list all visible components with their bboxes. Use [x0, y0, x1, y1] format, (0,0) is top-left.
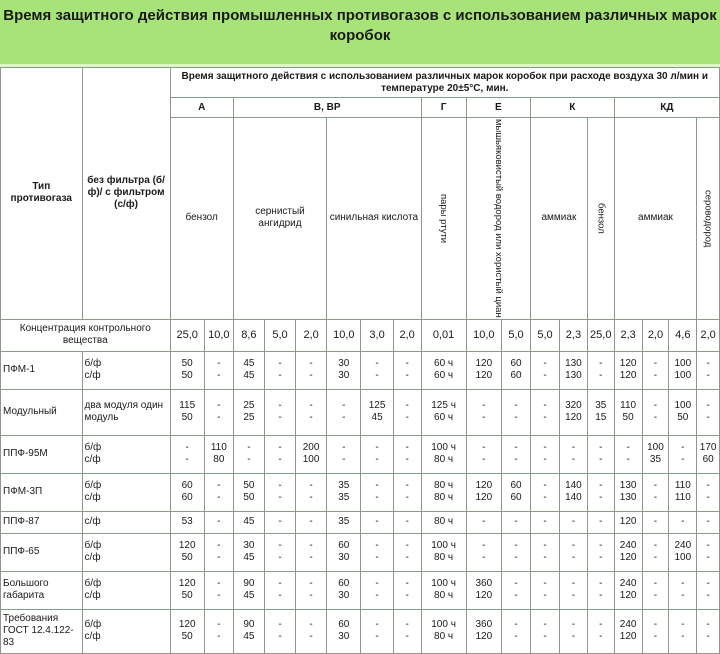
table-cell: 30 45: [233, 533, 264, 571]
conc-cell: 5,0: [502, 319, 531, 351]
table-cell: 360 120: [466, 571, 501, 609]
table-cell: 200 100: [296, 435, 327, 473]
row-type-name: Большого габарита: [1, 571, 83, 609]
page-title: Время защитного действия промышленных противогазов с использованием различных марок коробок: [0, 0, 720, 64]
table-cell: 60 60: [170, 473, 204, 511]
row-type-name: ППФ-95М: [1, 435, 83, 473]
row-filter: б/ф с/ф: [82, 533, 170, 571]
table-cell: - -: [296, 389, 327, 435]
conc-cell: 25,0: [170, 319, 204, 351]
conc-cell: 2,0: [697, 319, 720, 351]
table-cell: - -: [204, 571, 233, 609]
brand-a: А: [170, 98, 233, 118]
table-cell: - -: [264, 473, 295, 511]
table-cell: 50 50: [233, 473, 264, 511]
table-cell: 35 35: [327, 473, 361, 511]
table-cell: -: [697, 511, 720, 533]
table-cell: -: [393, 511, 421, 533]
table-cell: - -: [264, 533, 295, 571]
protection-time-table: [0, 67, 720, 654]
conc-cell: 2,0: [393, 319, 421, 351]
table-cell: 60 60: [502, 351, 531, 389]
conc-cell: 10,0: [327, 319, 361, 351]
table-cell: - -: [393, 533, 421, 571]
table-cell: - -: [614, 435, 642, 473]
table-cell: - -: [264, 571, 295, 609]
row-filter: с/ф: [82, 511, 170, 533]
table-cell: - -: [697, 351, 720, 389]
table-cell: - -: [296, 351, 327, 389]
table-cell: 320 120: [559, 389, 587, 435]
table-cell: - -: [466, 533, 501, 571]
conc-cell: 4,6: [669, 319, 697, 351]
substance-ammonia-kd: аммиак: [614, 118, 697, 320]
table-cell: - -: [559, 609, 587, 653]
row-type-name: ППФ-87: [1, 511, 83, 533]
table-cell: - -: [204, 609, 233, 653]
table-cell: - -: [204, 533, 233, 571]
brand-k: К: [531, 98, 615, 118]
table-cell: 35: [327, 511, 361, 533]
table-cell: - -: [587, 351, 614, 389]
table-cell: - -: [697, 571, 720, 609]
table-cell: - -: [361, 571, 393, 609]
conc-cell: 10,0: [204, 319, 233, 351]
conc-cell: 0,01: [421, 319, 466, 351]
table-cell: - -: [559, 435, 587, 473]
table-cell: 25 25: [233, 389, 264, 435]
table-cell: 125 45: [361, 389, 393, 435]
row-type-name: Модульный: [1, 389, 83, 435]
substance-hydrogen-sulfide: сероводород: [702, 189, 714, 248]
brand-kd: КД: [614, 98, 719, 118]
table-cell: -: [361, 511, 393, 533]
table-cell: - -: [559, 571, 587, 609]
conc-cell: 2,3: [559, 319, 587, 351]
table-row: [1, 435, 720, 473]
table-cell: - -: [531, 351, 560, 389]
table-cell: 120 50: [170, 609, 204, 653]
substance-benzene: бензол: [170, 118, 233, 320]
table-cell: - -: [393, 571, 421, 609]
table-cell: - -: [669, 609, 697, 653]
table-cell: 110 80: [204, 435, 233, 473]
table-cell: -: [296, 511, 327, 533]
table-cell: 60 60: [502, 473, 531, 511]
table-cell: -: [669, 511, 697, 533]
table-cell: 115 50: [170, 389, 204, 435]
row-filter: б/ф с/ф: [82, 473, 170, 511]
table-cell: 240 120: [614, 609, 642, 653]
table-cell: 50 50: [170, 351, 204, 389]
brand-b: В, ВР: [233, 98, 421, 118]
table-cell: - -: [642, 533, 669, 571]
conc-cell: 2,0: [642, 319, 669, 351]
table-cell: - -: [264, 389, 295, 435]
table-cell: - -: [502, 533, 531, 571]
conc-cell: 8,6: [233, 319, 264, 351]
table-cell: 360 120: [466, 609, 501, 653]
table-cell: 240 100: [669, 533, 697, 571]
table-cell: 90 45: [233, 609, 264, 653]
table-cell: - -: [327, 389, 361, 435]
table-cell: -: [559, 511, 587, 533]
conc-cell: 2,3: [614, 319, 642, 351]
table-cell: - -: [587, 533, 614, 571]
substance-arsine: мышьяковистый водород или хористый циан: [492, 119, 504, 318]
table-cell: - -: [642, 351, 669, 389]
table-cell: 60 30: [327, 609, 361, 653]
substance-mercury: пары ртути: [438, 193, 450, 243]
table-cell: - -: [264, 609, 295, 653]
table-cell: 110 110: [669, 473, 697, 511]
table-cell: 45: [233, 511, 264, 533]
table-cell: 120 120: [466, 473, 501, 511]
table-cell: - -: [393, 609, 421, 653]
table-cell: - -: [361, 609, 393, 653]
table-row: [1, 511, 720, 533]
brand-g: Г: [421, 98, 466, 118]
table-cell: 120 120: [466, 351, 501, 389]
table-cell: - -: [642, 389, 669, 435]
table-cell: - -: [264, 435, 295, 473]
table-cell: 130 130: [614, 473, 642, 511]
table-cell: - -: [393, 351, 421, 389]
table-row: [1, 533, 720, 571]
table-cell: - -: [502, 571, 531, 609]
table-cell: - -: [531, 435, 560, 473]
table-cell: - -: [204, 389, 233, 435]
table-cell: - -: [233, 435, 264, 473]
table-cell: 100 50: [669, 389, 697, 435]
table-cell: 110 50: [614, 389, 642, 435]
table-cell: - -: [466, 389, 501, 435]
table-cell: -: [642, 511, 669, 533]
table-cell: 60 30: [327, 533, 361, 571]
table-cell: - -: [587, 571, 614, 609]
table-cell: 170 60: [697, 435, 720, 473]
table-cell: 140 140: [559, 473, 587, 511]
table-row: [1, 389, 720, 435]
table-cell: - -: [669, 571, 697, 609]
table-cell: 35 15: [587, 389, 614, 435]
table-cell: - -: [531, 473, 560, 511]
table-cell: - -: [642, 609, 669, 653]
table-cell: - -: [531, 609, 560, 653]
table-cell: 100 ч 80 ч: [421, 571, 466, 609]
row-filter: два модуля один модуль: [82, 389, 170, 435]
table-cell: 100 100: [669, 351, 697, 389]
table-cell: 120 50: [170, 571, 204, 609]
table-cell: - -: [697, 473, 720, 511]
conc-cell: 10,0: [466, 319, 501, 351]
table-cell: - -: [697, 609, 720, 653]
table-cell: 60 30: [327, 571, 361, 609]
table-cell: - -: [296, 533, 327, 571]
conc-cell: 2,0: [296, 319, 327, 351]
table-cell: 100 ч 80 ч: [421, 435, 466, 473]
table-cell: - -: [531, 571, 560, 609]
table-cell: 80 ч 80 ч: [421, 473, 466, 511]
table-row: [1, 473, 720, 511]
table-cell: - -: [502, 435, 531, 473]
table-cell: - -: [502, 389, 531, 435]
table-cell: - -: [264, 351, 295, 389]
row-filter: б/ф с/ф: [82, 351, 170, 389]
table-cell: - -: [204, 351, 233, 389]
table-cell: - -: [466, 435, 501, 473]
table-cell: 240 120: [614, 533, 642, 571]
table-cell: - -: [393, 473, 421, 511]
table-cell: - -: [531, 389, 560, 435]
table-cell: 30 30: [327, 351, 361, 389]
table-row: [1, 351, 720, 389]
table-cell: -: [502, 511, 531, 533]
table-cell: 45 45: [233, 351, 264, 389]
table-cell: 60 ч 60 ч: [421, 351, 466, 389]
brand-e: Е: [466, 98, 530, 118]
table-cell: 240 120: [614, 571, 642, 609]
table-cell: 100 ч 80 ч: [421, 609, 466, 653]
table-cell: 90 45: [233, 571, 264, 609]
table-cell: - -: [327, 435, 361, 473]
table-cell: - -: [587, 473, 614, 511]
table-cell: 120 50: [170, 533, 204, 571]
substance-ammonia: аммиак: [531, 118, 588, 320]
table-cell: 120: [614, 511, 642, 533]
table-cell: - -: [697, 389, 720, 435]
table-cell: 125 ч 60 ч: [421, 389, 466, 435]
table-cell: 53: [170, 511, 204, 533]
conc-cell: 5,0: [264, 319, 295, 351]
table-cell: - -: [393, 435, 421, 473]
conc-cell: 3,0: [361, 319, 393, 351]
table-cell: - -: [502, 609, 531, 653]
substance-hydrocyanic-acid: синильная кислота: [327, 118, 421, 320]
row-type-name: Требования ГОСТ 12.4.122-83: [1, 609, 83, 653]
table-cell: - -: [559, 533, 587, 571]
table-cell: 130 130: [559, 351, 587, 389]
concentration-row: [1, 319, 720, 351]
table-cell: -: [466, 511, 501, 533]
header-span-title: Время защитного действия с использованием различных марок коробок при расходе воздуха 30 л/мин и температуре 20±5°С, мин.: [170, 68, 719, 98]
table-row: [1, 571, 720, 609]
table-cell: - -: [204, 473, 233, 511]
table-cell: - -: [361, 473, 393, 511]
table-cell: - -: [361, 435, 393, 473]
table-cell: -: [264, 511, 295, 533]
conc-cell: 5,0: [531, 319, 560, 351]
table-cell: - -: [531, 533, 560, 571]
row-type-name: ПФМ-1: [1, 351, 83, 389]
substance-benzene-k: бензол: [595, 202, 607, 234]
substance-sulfur-dioxide: сернистый ангидрид: [233, 118, 326, 320]
table-cell: - -: [296, 571, 327, 609]
row-type-name: ПФМ-3П: [1, 473, 83, 511]
table-cell: -: [587, 511, 614, 533]
table-cell: - -: [697, 533, 720, 571]
table-cell: - -: [393, 389, 421, 435]
table-cell: 120 120: [614, 351, 642, 389]
row-filter: б/ф с/ф: [82, 435, 170, 473]
table-cell: - -: [642, 571, 669, 609]
header-filter: без фильтра (б/ф)/ с фильтром (с/ф): [82, 68, 170, 320]
row-filter: б/ф с/ф: [82, 609, 170, 653]
table-row: [1, 609, 720, 653]
header-type: Тип противогаза: [1, 68, 83, 320]
table-cell: 80 ч: [421, 511, 466, 533]
table-cell: -: [531, 511, 560, 533]
row-filter: б/ф с/ф: [82, 571, 170, 609]
row-type-name: ППФ-65: [1, 533, 83, 571]
table-cell: - -: [170, 435, 204, 473]
table-cell: - -: [296, 473, 327, 511]
table-cell: 100 35: [642, 435, 669, 473]
table-cell: -: [204, 511, 233, 533]
table-cell: - -: [642, 473, 669, 511]
conc-cell: 25,0: [587, 319, 614, 351]
table-cell: - -: [587, 435, 614, 473]
concentration-label: Концентрация контрольного вещества: [1, 319, 171, 351]
table-cell: - -: [361, 533, 393, 571]
table-cell: - -: [361, 351, 393, 389]
table-cell: 100 ч 80 ч: [421, 533, 466, 571]
table-cell: - -: [296, 609, 327, 653]
table-cell: - -: [669, 435, 697, 473]
table-cell: - -: [587, 609, 614, 653]
